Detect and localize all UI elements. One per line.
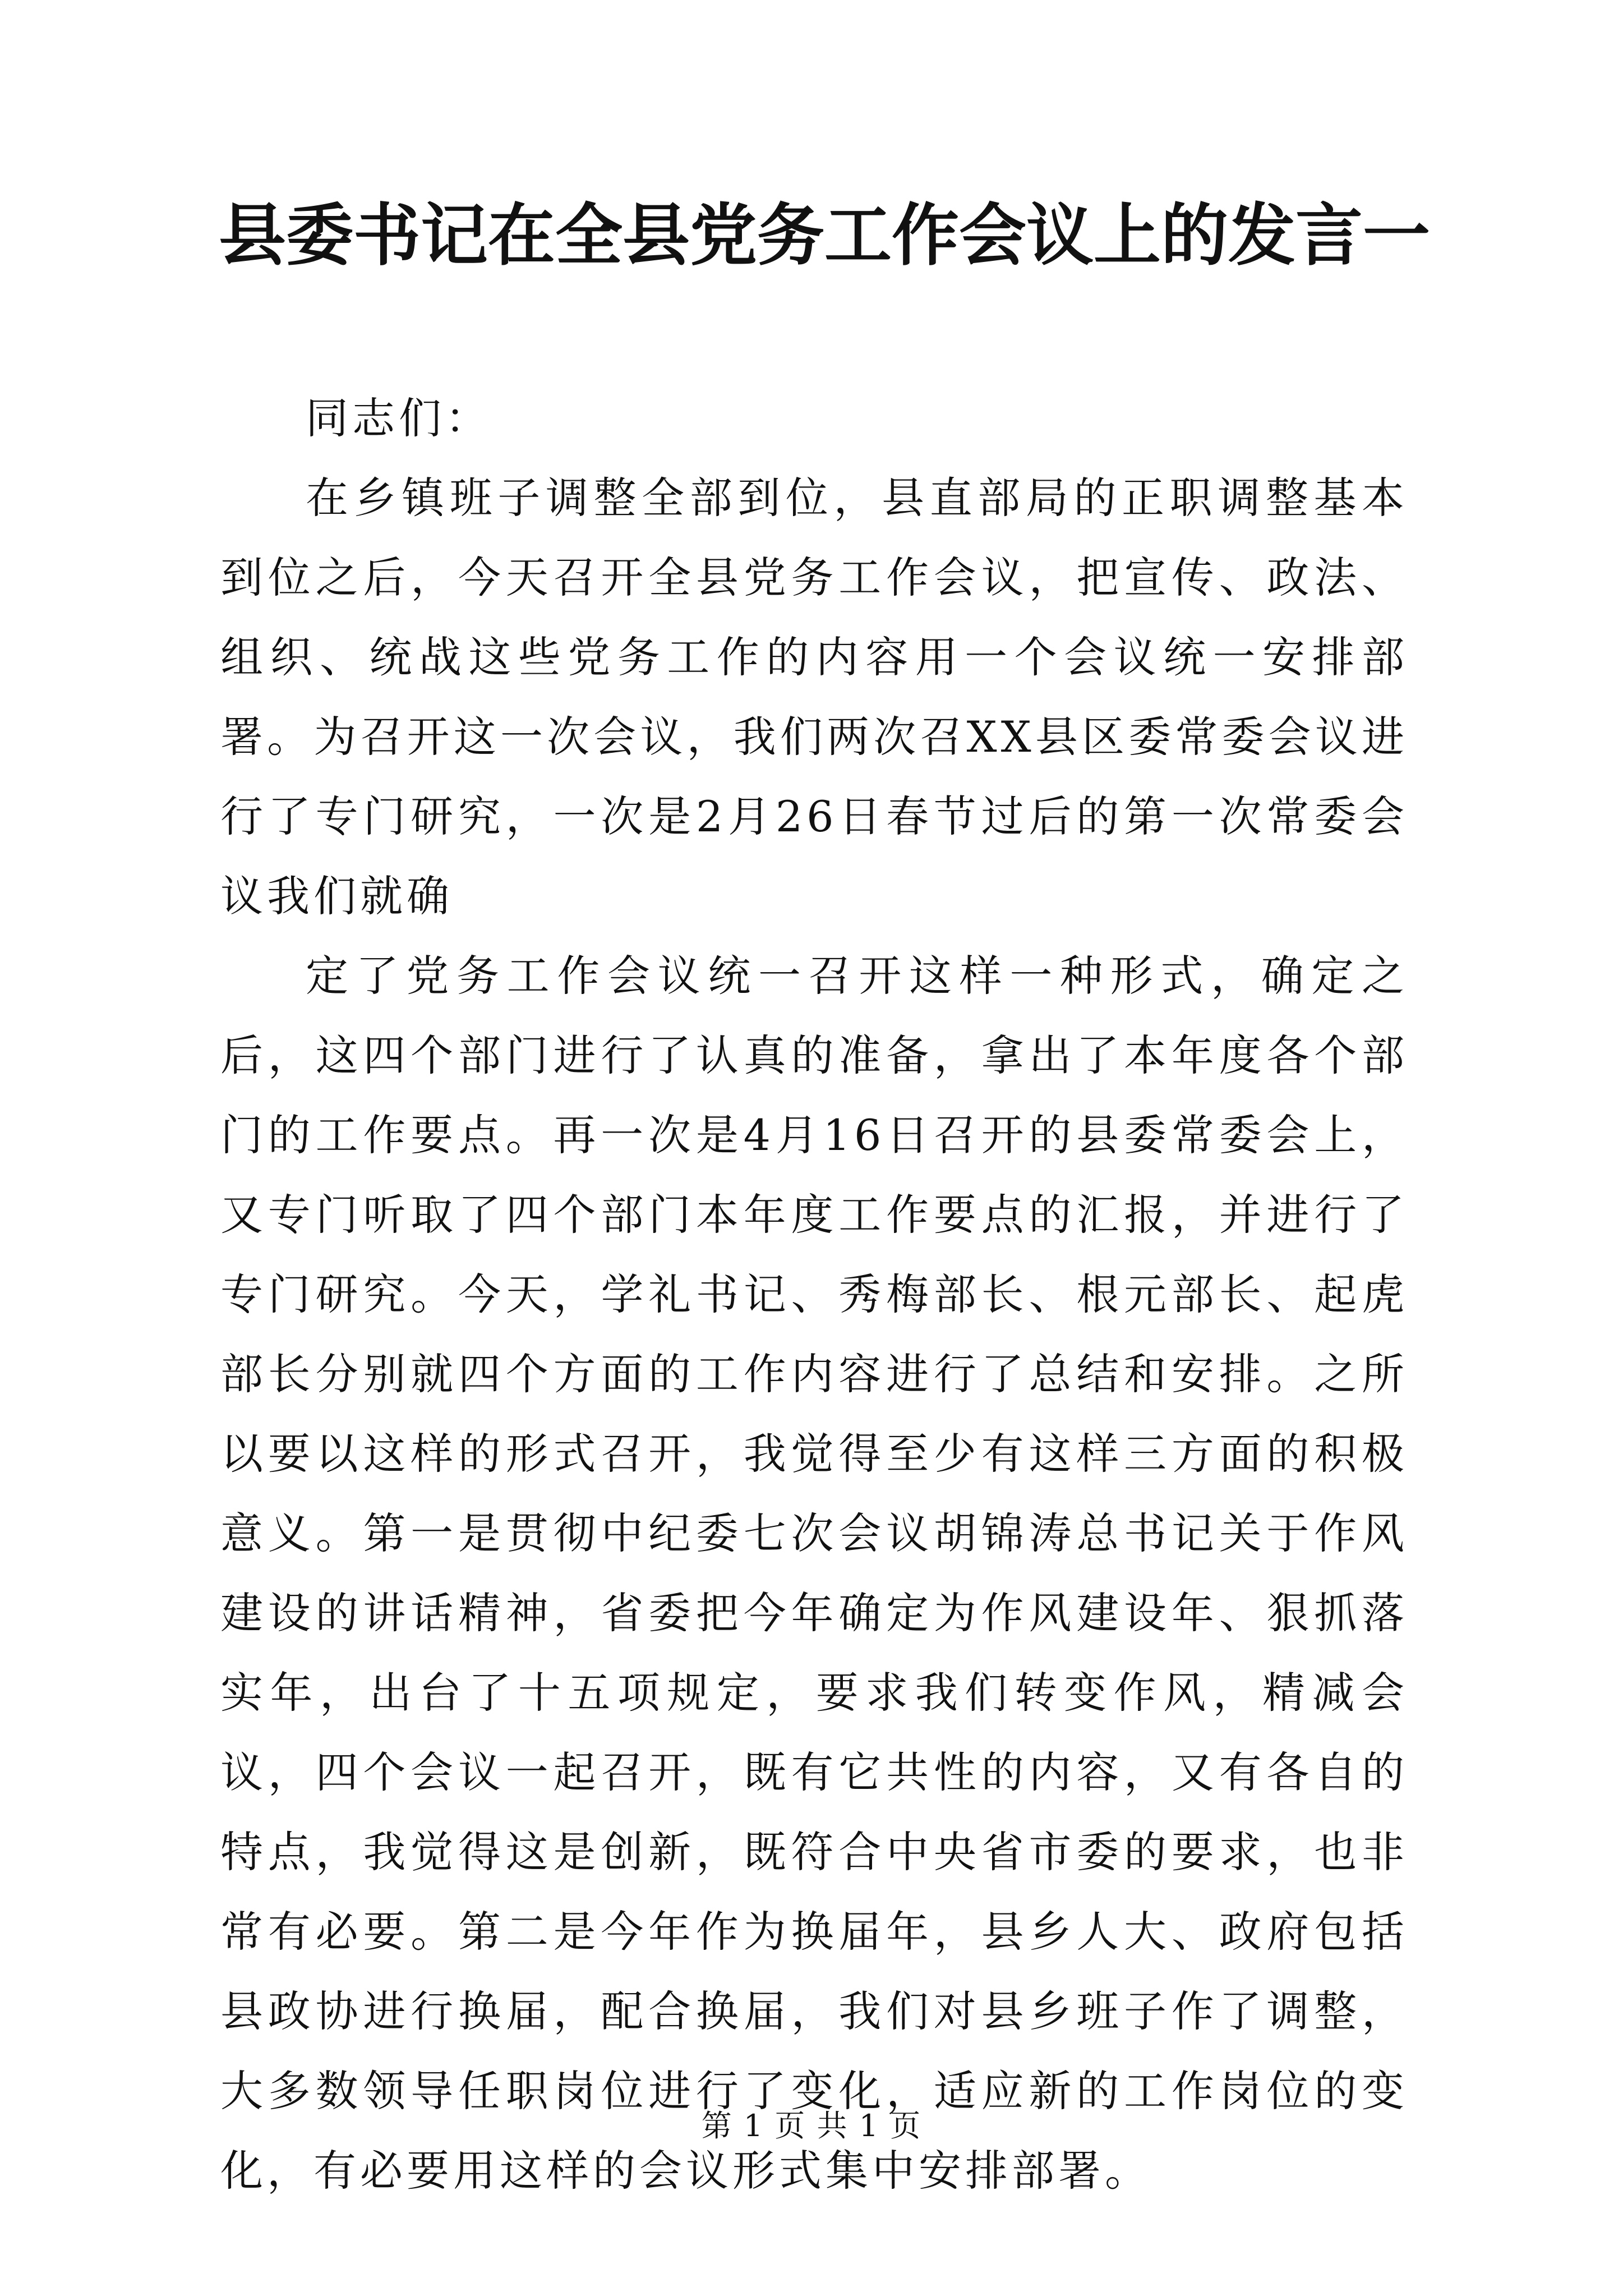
paragraph-2: 定了党务工作会议统一召开这样一种形式，确定之后，这四个部门进行了认真的准备，拿出了本年度各个部门的工作要点。再一次是4月16日召开的县委常委会上，又专门听取了四个部门本年度工作要点的汇报，并进行了专门研究。今天，学礼书记、秀梅部长、根元部长、起虎部长分别就四个方面的工作内容进行了总结和安排。之所以要以这样的形式召开，我觉得至少有这样三方面的积极意义。第一是贯彻中纪委七次会议胡锦涛总书记关于作风建设的讲话精神，省委把今年确定为作风建设年、狠抓落实年，出台了十五项规定，要求我们转变作风，精减会议，四个会议一起召开，既有它共性的内容，又有各自的特点，我觉得这是创新，既符合中央省市委的要求，也非常有必要。第二是今年作为换届年，县乡人大、政府包括县政协进行换届，配合换届，我们对县乡班子作了调整，大多数领导任职岗位进行了变化，适应新的工作岗位的变化，有必要用这样的会议形式集中安排部署。 (220, 951, 1408, 2196)
salutation: 同志们： (306, 393, 492, 443)
page-number-footer: 第 1 页 共 1 页 (701, 2108, 922, 2143)
document-body (220, 379, 1408, 2211)
document-title: 县委书记在全县党务工作会议上的发言一 (219, 196, 1430, 275)
paragraph-1: 在乡镇班子调整全部到位，县直部局的正职调整基本到位之后，今天召开全县党务工作会议，把宣传、政法、组织、统战这些党务工作的内容用一个会议统一安排部署。为召开这一次会议，我们两次召XX县区委常委会议进行了专门研究，一次是2月26日春节过后的第一次常委会议我们就确 (220, 473, 1408, 921)
